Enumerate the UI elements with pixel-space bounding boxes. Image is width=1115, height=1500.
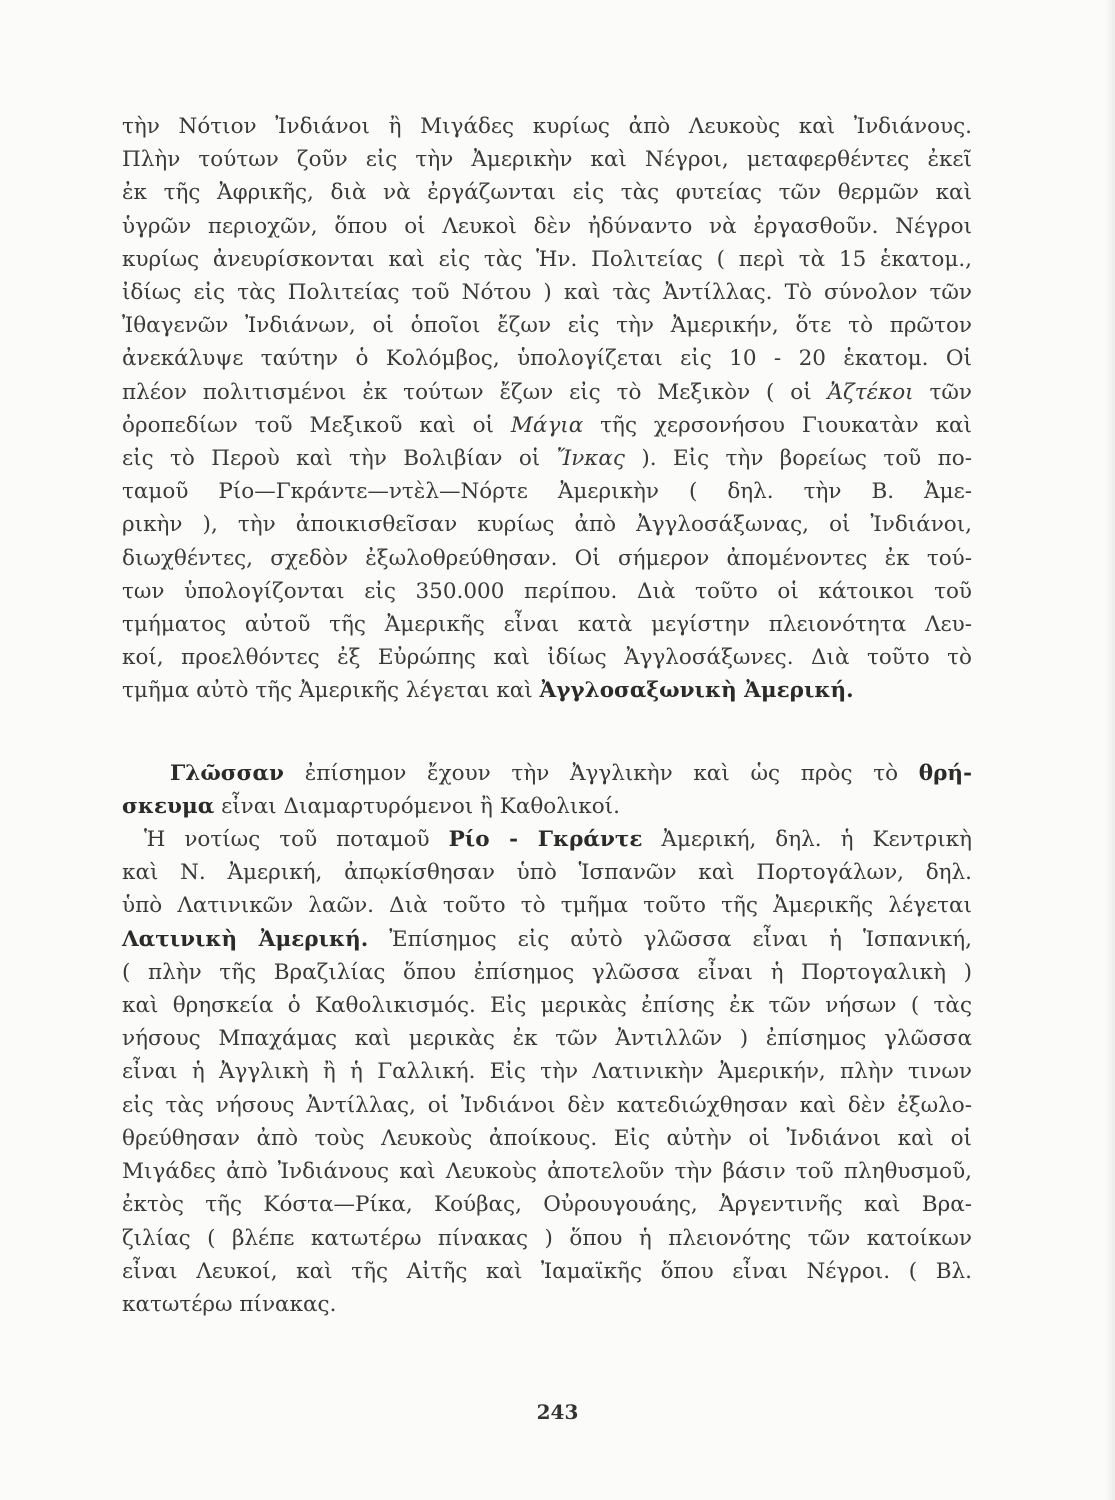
term-religion-cont: σκευμα	[122, 793, 215, 819]
text-line: καὶ θρησκεία ὁ Καθολικισμός. Εἰς μερικὰς ἐπίσης ἐκ τῶν νήσων ( τὰς	[122, 993, 972, 1019]
page-body	[122, 110, 972, 1321]
text-line: Λατινικὴ Ἀμερική. Ἐπίσημος εἰς αὐτὸ γλῶσσα εἶναι ἡ Ἱσπανική,	[122, 926, 972, 952]
text-line: θρεύθησαν ἀπὸ τοὺς Λευκοὺς ἀποίκους. Εἰς αὐτὴν οἱ Ἰνδιάνοι καὶ οἱ	[122, 1125, 972, 1151]
term-aztecs: Ἀζτέκοι	[827, 379, 914, 405]
text-line: νήσους Μπαχάμας καὶ μερικὰς ἐκ τῶν Ἀντιλλῶν ) ἐπίσημος γλῶσσα	[122, 1026, 972, 1052]
text-line: ἐκτὸς τῆς Κόστα—Ρίκα, Κούβας, Οὐρουγουάης, Ἀργεντινῆς καὶ Βρα-	[122, 1192, 972, 1218]
page-edge-shadow	[1105, 0, 1115, 1500]
text-line: ζιλίας ( βλέπε κατωτέρω πίνακας ) ὅπου ἡ πλειονότης τῶν κατοίκων	[122, 1225, 972, 1251]
text-line: ( πλὴν τῆς Βραζιλίας ὅπου ἐπίσημος γλῶσσα εἶναι ἡ Πορτογαλικὴ )	[122, 959, 972, 985]
text-line: των ὑπολογίζονται εἰς 350.000 περίπου. Διὰ τοῦτο οἱ κάτοικοι τοῦ	[122, 578, 972, 604]
text-line: πλέον πολιτισμένοι ἐκ τούτων ἔζων εἰς τὸ Μεξικὸν ( οἱ Ἀζτέκοι τῶν	[122, 379, 972, 405]
paragraph-indians-negroes	[122, 110, 972, 708]
text-line: εἶναι Λευκοί, καὶ τῆς Αἰτῆς καὶ Ἰαμαϊκῆς ὅπου εἶναι Νέγροι. ( Βλ.	[122, 1258, 972, 1284]
text-line: ἀνεκάλυψε ταύτην ὁ Κολόμβος, ὑπολογίζεται εἰς 10 - 20 ἑκατομ. Οἱ	[122, 346, 972, 372]
text-line: τμῆμα αὐτὸ τῆς Ἀμερικῆς λέγεται καὶ Ἀγγλοσαξωνικὴ Ἀμερική.	[122, 678, 854, 704]
term-inca: Ἴνκας	[556, 446, 625, 472]
text-line: κατωτέρω πίνακας.	[122, 1291, 337, 1317]
text-line: σκευμα εἶναι Διαμαρτυρόμενοι ἢ Καθολικοί.	[122, 793, 620, 819]
text-line: κοί, προελθόντες ἐξ Εὐρώπης καὶ ἰδίως Ἀγγλοσάξωνες. Διὰ τοῦτο τὸ	[122, 645, 972, 671]
text-line: τὴν Νότιον Ἰνδιάνοι ἢ Μιγάδες κυρίως ἀπὸ Λευκοὺς καὶ Ἰνδιάνους.	[122, 114, 972, 139]
term-anglo-saxon-america: Ἀγγλοσαξωνικὴ Ἀμερική.	[539, 678, 854, 704]
paragraph-gap	[122, 708, 972, 757]
text-line: διωχθέντες, σχεδὸν ἐξωλοθρεύθησαν. Οἱ σήμερον ἀπομένοντες ἐκ τού-	[122, 545, 972, 571]
text-line: εἰς τὸ Περοὺ καὶ τὴν Βολιβίαν οἱ Ἴνκας ). Εἰς τὴν βορείως τοῦ πο-	[122, 446, 972, 472]
text-line: ἰδίως εἰς τὰς Πολιτείας τοῦ Νότου ) καὶ τὰς Ἀντίλλας. Τὸ σύνολον τῶν	[122, 280, 972, 306]
text-line: ἐκ τῆς Ἀφρικῆς, διὰ νὰ ἐργάζωνται εἰς τὰς φυτείας τῶν θερμῶν καὶ	[122, 180, 972, 206]
text-line: Πλὴν τούτων ζοῦν εἰς τὴν Ἀμερικὴν καὶ Νέγροι, μεταφερθέντες ἐκεῖ	[122, 147, 972, 173]
text-line: ὑγρῶν περιοχῶν, ὅπου οἱ Λευκοὶ δὲν ἠδύναντο νὰ ἐργασθοῦν. Νέγροι	[122, 213, 972, 239]
page-number: 243	[536, 1400, 579, 1424]
text-line: τμήματος αὐτοῦ τῆς Ἀμερικῆς εἶναι κατὰ μεγίστην πλειονότητα Λευ-	[122, 612, 972, 638]
text-line: Ἰθαγενῶν Ἰνδιάνων, οἱ ὁποῖοι ἔζων εἰς τὴν Ἀμερικήν, ὅτε τὸ πρῶτον	[122, 313, 972, 339]
term-maya: Μάγια	[510, 412, 584, 438]
term-latin-america: Λατινικὴ Ἀμερική.	[122, 926, 369, 952]
text-line: ταμοῦ Ρίο—Γκράντε—ντὲλ—Νόρτε Ἀμερικὴν ( δηλ. τὴν Β. Ἀμε-	[122, 479, 972, 505]
paragraph-language-religion	[122, 757, 972, 823]
term-religion: θρή-	[918, 760, 972, 786]
text-line: εἶναι ἡ Ἀγγλικὴ ἢ ἡ Γαλλική. Εἰς τὴν Λατινικὴν Ἀμερικήν, πλὴν τινων	[122, 1059, 972, 1085]
text-line: καὶ Ν. Ἀμερική, ἀπῳκίσθησαν ὑπὸ Ἱσπανῶν καὶ Πορτογάλων, δηλ.	[122, 860, 972, 886]
text-line: Γλῶσσαν ἐπίσημον ἔχουν τὴν Ἀγγλικὴν καὶ ὡς πρὸς τὸ θρή-	[170, 760, 972, 786]
text-line: εἰς τὰς νήσους Ἀντίλλας, οἱ Ἰνδιάνοι δὲν κατεδιώχθησαν καὶ δὲν ἐξωλο-	[122, 1092, 972, 1118]
text-line: Μιγάδες ἀπὸ Ἰνδιάνους καὶ Λευκοὺς ἀποτελοῦν τὴν βάσιν τοῦ πληθυσμοῦ,	[122, 1159, 972, 1185]
text-line: ὑπὸ Λατινικῶν λαῶν. Διὰ τοῦτο τὸ τμῆμα τοῦτο τῆς Ἀμερικῆς λέγεται	[122, 893, 972, 919]
paragraph-latin-america	[122, 823, 972, 1321]
term-language: Γλῶσσαν	[170, 760, 284, 786]
text-line: Ἡ νοτίως τοῦ ποταμοῦ Ρίο - Γκράντε Ἀμερική, δηλ. ἡ Κεντρικὴ	[144, 827, 973, 853]
term-rio-grande: Ρίο - Γκράντε	[448, 827, 643, 853]
text-line: ὀροπεδίων τοῦ Μεξικοῦ καὶ οἱ Μάγια τῆς χερσονήσου Γιουκατὰν καὶ	[122, 412, 972, 438]
text-line: κυρίως ἀνευρίσκονται καὶ εἰς τὰς Ἡν. Πολιτείας ( περὶ τὰ 15 ἑκατομ.,	[122, 246, 972, 272]
text-line: ρικὴν ), τὴν ἀποικισθεῖσαν κυρίως ἀπὸ Ἀγγλοσάξωνας, οἱ Ἰνδιάνοι,	[122, 512, 972, 538]
